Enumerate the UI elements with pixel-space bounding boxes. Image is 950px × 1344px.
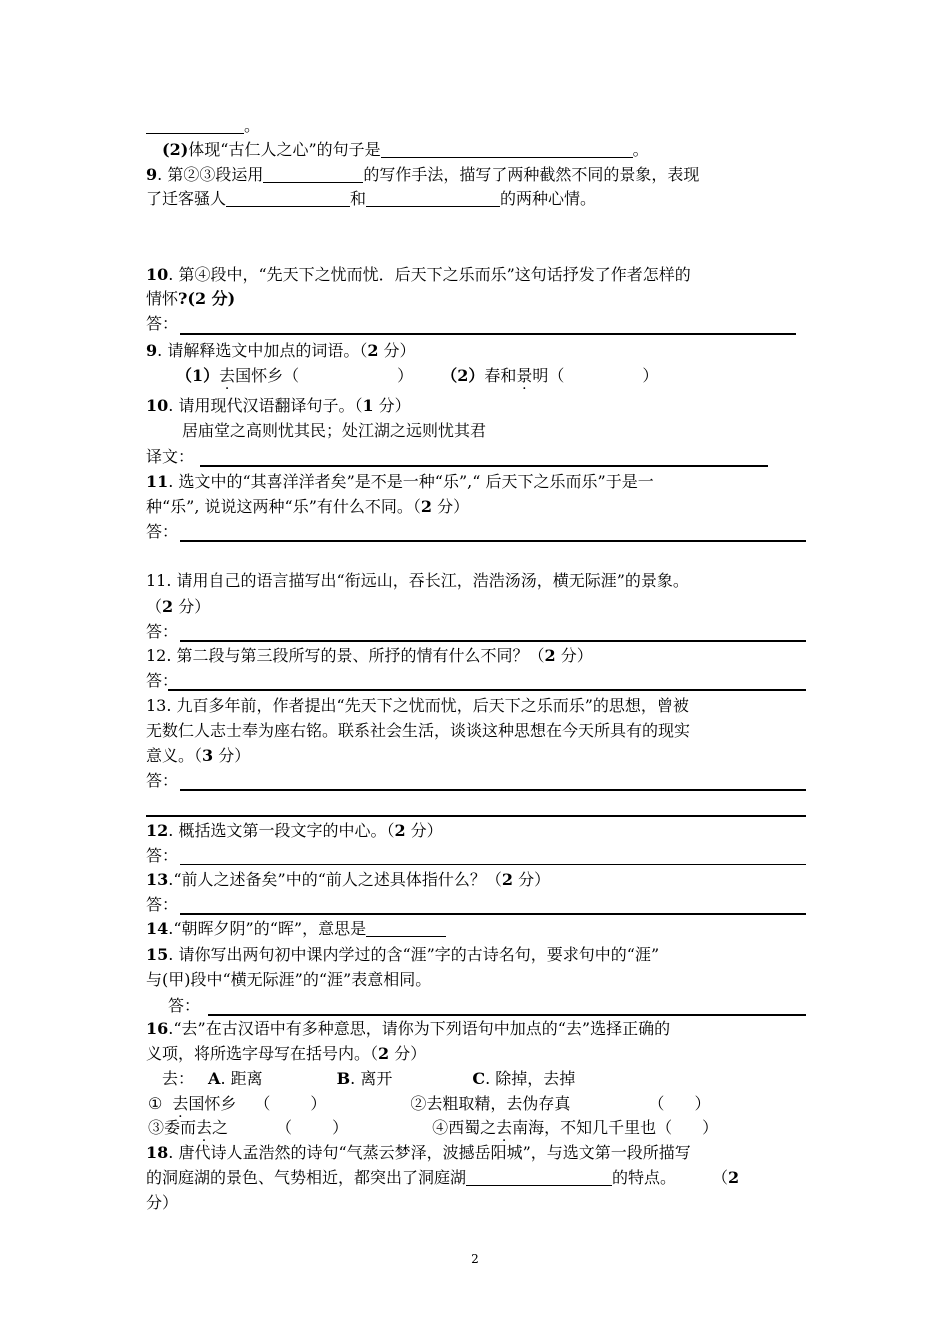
question-13-line-2: 无数仁人志士奉为座右铭。联系社会生活，谈谈这种思想在今天所具有的现实 (146, 721, 691, 740)
question-18-poem: 18. 唐代诗人孟浩然的诗句“气蒸云梦泽，波撼岳阳城”，与选文第一段所描写 (146, 1143, 691, 1162)
question-15-line-2: 与(甲)段中“横无际涯”的“涯”表意相同。 (146, 970, 432, 989)
answer-label: 答： (146, 771, 179, 790)
question-13-line-3: 意义。（3 分） (146, 746, 251, 765)
question-16-options: 去： A. 距离 B. 离开 C. 除掉，去掉 (162, 1069, 576, 1088)
answer-label: 答： (146, 314, 179, 333)
answer-line (180, 913, 806, 915)
question-11-line-2: 种“乐”, 说说这两种“乐”有什么不同。（2 分） (146, 497, 470, 516)
question-10-feelings: 10. 第④段中，“先天下之忧而忧．后天下之乐而乐”这句话抒发了作者怎样的 (146, 265, 691, 284)
question-9-explain-words: 9. 请解释选文中加点的词语。（2 分） (146, 341, 416, 360)
answer-line (180, 333, 796, 335)
answer-line (200, 465, 768, 467)
blank-underline (366, 920, 446, 937)
answer-line (146, 815, 806, 817)
question-14-meaning: 14.“朝晖夕阴”的“晖”，意思是 (146, 918, 446, 940)
question-16-line-2: 义项，将所选字母写在括号内。（2 分） (146, 1044, 427, 1063)
question-10-translate: 10. 请用现代汉语翻译句子。（1 分） (146, 396, 411, 415)
blank-underline (146, 117, 244, 134)
answer-label: 答： (146, 846, 179, 865)
page-number: 2 (471, 1252, 479, 1266)
answer-label: 答： (146, 622, 179, 641)
question-15-poems: 15. 请你写出两句初中课内学过的含“涯”字的古诗名句，要求句中的“涯” (146, 945, 660, 964)
question-11-describe-scene: 11. 请用自己的语言描写出“衔远山，吞长江，浩浩汤汤，横无际涯”的景象。 (146, 571, 689, 590)
question-10-line-2: 情怀?(2 分) (146, 289, 236, 308)
question-12-summary: 12. 概括选文第一段文字的中心。（2 分） (146, 821, 443, 840)
answer-line (180, 864, 806, 865)
blank-underline (263, 166, 363, 183)
question-9-writing-technique: 9. 第②③段运用 的写作手法，描写了两种截然不同的景象，表现 (146, 165, 700, 184)
question-18-line-3: 分） (146, 1193, 179, 1212)
question-18-line-2: 的洞庭湖的景色、气势相近，都突出了洞庭湖 的特点。 （2 (146, 1168, 740, 1187)
question-13-predecessors: 13.“前人之述备矣”中的“前人之述具体指什么？（2 分） (146, 870, 551, 889)
question-16-meanings: 16.“去”在古汉语中有多种意思，请你为下列语句中加点的“去”选择正确的 (146, 1019, 671, 1038)
answer-line (180, 540, 806, 542)
question-16-row-2: ③委而去之 （ ） ④西蜀之去南海，不知几千里也（ ） (148, 1118, 719, 1137)
answer-line (168, 689, 806, 691)
question-9-items: （1）去国怀乡（ ） （2）春和景明（ ） (176, 366, 659, 385)
quoted-sentence: 居庙堂之高则忧其民；处江湖之远则忧其君 (182, 421, 487, 440)
question-11-joy: 11. 选文中的“其喜洋洋者矣”是不是一种“乐”,“ 后天下之乐而乐”于是一 (146, 472, 654, 491)
answer-line (180, 640, 806, 642)
answer-line (180, 789, 806, 791)
answer-label: 答： (146, 895, 179, 914)
answer-label: 答： (146, 671, 179, 690)
question-13-meaning: 13. 九百多年前，作者提出“先天下之忧而忧，后天下之乐而乐”的思想，曾被 (146, 696, 689, 715)
blank-underline (466, 1169, 612, 1186)
question-9-line-2: 了迁客骚人 和 的两种心情。 (146, 189, 597, 208)
answer-label: 答： (168, 996, 201, 1015)
blank-underline (226, 190, 350, 207)
answer-label: 答： (146, 522, 179, 541)
answer-line-continuation: 。 (146, 115, 260, 137)
question-12-compare: 12. 第二段与第三段所写的景、所抒的情有什么不同？（2 分） (146, 646, 593, 665)
answer-line (208, 1014, 806, 1016)
blank-underline (381, 141, 633, 158)
question-11-score: （2 分） (146, 597, 211, 616)
translation-label: 译文： (146, 447, 195, 466)
question-8-2: (2)体现“古仁人之心”的句子是 。 (162, 140, 649, 159)
blank-underline (366, 190, 500, 207)
question-16-row-1: ① 去国怀乡 （ ） ②去粗取精，去伪存真 （ ） (148, 1094, 711, 1113)
